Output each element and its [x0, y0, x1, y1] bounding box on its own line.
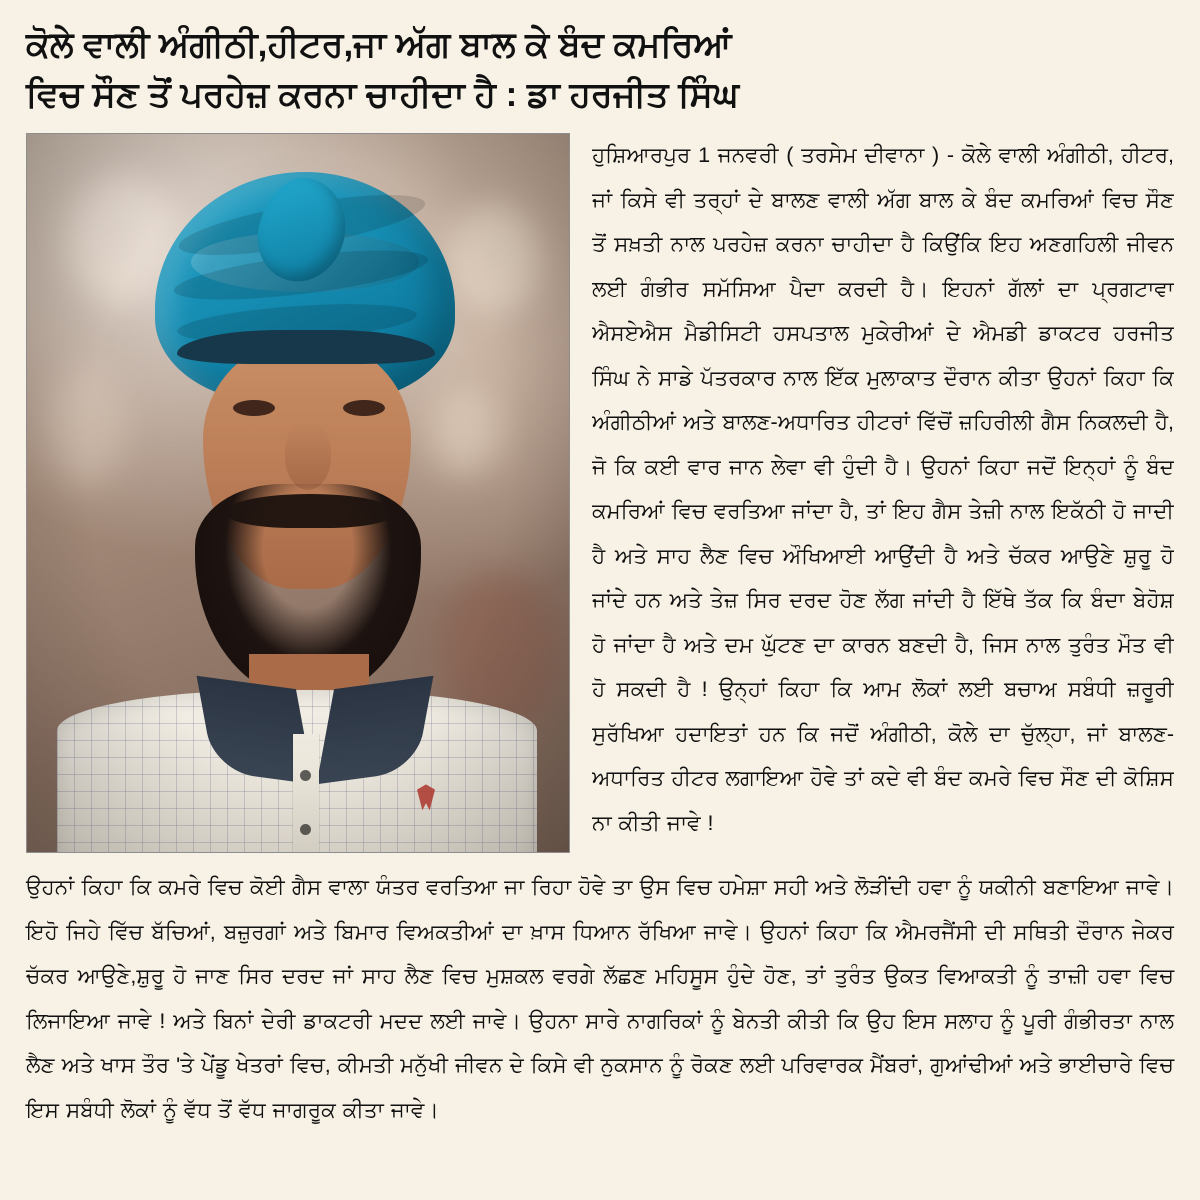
- portrait-subject: [27, 134, 569, 852]
- article-photo: [26, 133, 570, 853]
- headline-line-2: ਵਿਚ ਸੌਣ ਤੋਂ ਪਰਹੇਜ਼ ਕਰਨਾ ਚਾਹੀਦਾ ਹੈ : ਡਾ ਹਰਜੀਤ ਸਿੰਘ: [26, 74, 739, 114]
- page-title: [26, 20, 1174, 119]
- article-top-section: [26, 133, 1174, 853]
- headline-line-1: ਕੋਲੇ ਵਾਲੀ ਅੰਗੀਠੀ,ਹੀਟਰ,ਜਾ ਅੱਗ ਬਾਲ ਕੇ ਬੰਦ ਕਮਰਿਆਂ: [26, 25, 732, 64]
- body-paragraph: ਉਹਨਾਂ ਕਿਹਾ ਕਿ ਕਮਰੇ ਵਿਚ ਕੋਈ ਗੈਸ ਵਾਲਾ ਯੰਤਰ ਵਰਤਿਆ ਜਾ ਰਿਹਾ ਹੋਵੇ ਤਾ ਉਸ ਵਿਚ ਹਮੇਸ਼ਾ ਸਹੀ ਅਤੇ ਲੋੜੀਂਦੀ ਹਵਾ ਨੂੰ ਯਕੀਨੀ ਬਣਾਇਆ ਜਾਵੇ। ਇਹੋ ਜਿਹੇ ਵਿੱਚ ਬੱਚਿਆਂ, ਬਜ਼ੁਰਗਾਂ ਅਤੇ ਬਿਮਾਰ ਵਿਅਕਤੀਆਂ ਦਾ ਖ਼ਾਸ ਧਿਆਨ ਰੱਖਿਆ ਜਾਵੇ। ਉਹਨਾਂ ਕਿਹਾ ਕਿ ਐਮਰਜੈਂਸੀ ਦੀ ਸਥਿਤੀ ਦੌਰਾਨ ਜੇਕਰ ਚੱਕਰ ਆਉਣੇ,ਸ਼ੁਰੂ ਹੋ ਜਾਣ ਸਿਰ ਦਰਦ ਜਾਂ ਸਾਹ ਲੈਣ ਵਿਚ ਮੁਸ਼ਕਲ ਵਰਗੇ ਲੱਛਣ ਮਹਿਸੂਸ ਹੁੰਦੇ ਹੋਣ, ਤਾਂ ਤੁਰੰਤ ਉਕਤ ਵਿਆਕਤੀ ਨੂੰ ਤਾਜ਼ੀ ਹਵਾ ਵਿਚ ਲਿਜਾਇਆ ਜਾਵੇ ! ਅਤੇ ਬਿਨਾਂ ਦੇਰੀ ਡਾਕਟਰੀ ਮਦਦ ਲਈ ਜਾਵੇ। ਉਹਨਾ ਸਾਰੇ ਨਾਗਰਿਕਾਂ ਨੂੰ ਬੇਨਤੀ ਕੀਤੀ ਕਿ ਉਹ ਇਸ ਸਲਾਹ ਨੂੰ ਪੂਰੀ ਗੰਭੀਰਤਾ ਨਾਲ ਲੈਣ ਅਤੇ ਖਾਸ ਤੌਰ 'ਤੇ ਪੇਂਡੂ ਖੇਤਰਾਂ ਵਿਚ, ਕੀਮਤੀ ਮਨੁੱਖੀ ਜੀਵਨ ਦੇ ਕਿਸੇ ਵੀ ਨੁਕਸਾਨ ਨੂੰ ਰੋਕਣ ਲਈ ਪਰਿਵਾਰਕ ਮੈਂਬਰਾਂ, ਗੁਆਂਢੀਆਂ ਅਤੇ ਭਾਈਚਾਰੇ ਵਿਚ ਇਸ ਸਬੰਧੀ ਲੋਕਾਂ ਨੂੰ ਵੱਧ ਤੋਂ ਵੱਧ ਜਾਗਰੂਕ ਕੀਤਾ ਜਾਵੇ।: [26, 875, 1174, 1122]
- lead-paragraph: ਹੁਸ਼ਿਆਰਪੁਰ 1 ਜਨਵਰੀ ( ਤਰਸੇਮ ਦੀਵਾਨਾ ) - ਕੋਲੇ ਵਾਲੀ ਅੰਗੀਠੀ, ਹੀਟਰ, ਜਾਂ ਕਿਸੇ ਵੀ ਤਰ੍ਹਾਂ ਦੇ ਬਾਲਣ ਵਾਲੀ ਅੱਗ ਬਾਲ ਕੇ ਬੰਦ ਕਮਰਿਆਂ ਵਿਚ ਸੌਣ ਤੋਂ ਸਖ਼ਤੀ ਨਾਲ ਪਰਹੇਜ਼ ਕਰਨਾ ਚਾਹੀਦਾ ਹੈ ਕਿਉਂਕਿ ਇਹ ਅਣਗਹਿਲੀ ਜੀਵਨ ਲਈ ਗੰਭੀਰ ਸਮੱਸਿਆ ਪੈਦਾ ਕਰਦੀ ਹੈ। ਇਹਨਾਂ ਗੱਲਾਂ ਦਾ ਪ੍ਰਗਟਾਵਾ ਐਸਏਐਸ ਮੈਡੀਸਿਟੀ ਹਸਪਤਾਲ ਮੁਕੇਰੀਆਂ ਦੇ ਐਮਡੀ ਡਾਕਟਰ ਹਰਜੀਤ ਸਿੰਘ ਨੇ ਸਾਡੇ ਪੱਤਰਕਾਰ ਨਾਲ ਇੱਕ ਮੁਲਾਕਾਤ ਦੌਰਾਨ ਕੀਤਾ ਉਹਨਾਂ ਕਿਹਾ ਕਿ ਅੰਗੀਠੀਆਂ ਅਤੇ ਬਾਲਣ-ਅਧਾਰਿਤ ਹੀਟਰਾਂ ਵਿੱਚੋਂ ਜ਼ਹਿਰੀਲੀ ਗੈਸ ਨਿਕਲਦੀ ਹੈ, ਜੋ ਕਿ ਕਈ ਵਾਰ ਜਾਨ ਲੇਵਾ ਵੀ ਹੁੰਦੀ ਹੈ। ਉਹਨਾਂ ਕਿਹਾ ਜਦੋਂ ਇਨ੍ਹਾਂ ਨੂੰ ਬੰਦ ਕਮਰਿਆਂ ਵਿਚ ਵਰਤਿਆ ਜਾਂਦਾ ਹੈ, ਤਾਂ ਇਹ ਗੈਸ ਤੇਜ਼ੀ ਨਾਲ ਇਕੱਠੀ ਹੋ ਜਾਦੀ ਹੈ ਅਤੇ ਸਾਹ ਲੈਣ ਵਿਚ ਔਖਿਆਈ ਆਉਂਦੀ ਹੈ ਅਤੇ ਚੱਕਰ ਆਉਣੇ ਸ਼ੁਰੂ ਹੋ ਜਾਂਦੇ ਹਨ ਅਤੇ ਤੇਜ਼ ਸਿਰ ਦਰਦ ਹੋਣ ਲੱਗ ਜਾਂਦੀ ਹੈ ਇੱਥੇ ਤੱਕ ਕਿ ਬੰਦਾ ਬੇਹੋਸ਼ ਹੋ ਜਾਂਦਾ ਹੈ ਅਤੇ ਦਮ ਘੁੱਟਣ ਦਾ ਕਾਰਨ ਬਣਦੀ ਹੈ, ਜਿਸ ਨਾਲ ਤੁਰੰਤ ਮੌਤ ਵੀ ਹੋ ਸਕਦੀ ਹੈ ! ਉਨ੍ਹਾਂ ਕਿਹਾ ਕਿ ਆਮ ਲੋਕਾਂ ਲਈ ਬਚਾਅ ਸਬੰਧੀ ਜ਼ਰੂਰੀ ਸੁਰੱਖਿਆ ਹਦਾਇਤਾਂ ਹਨ ਕਿ ਜਦੋਂ ਅੰਗੀਠੀ, ਕੋਲੇ ਦਾ ਚੁੱਲ੍ਹਾ, ਜਾਂ ਬਾਲਣ-ਅਧਾਰਿਤ ਹੀਟਰ ਲਗਾਇਆ ਹੋਵੇ ਤਾਂ ਕਦੇ ਵੀ ਬੰਦ ਕਮਰੇ ਵਿਚ ਸੌਣ ਦੀ ਕੋਸ਼ਿਸ ਨਾ ਕੀਤੀ ਜਾਵੇ !: [592, 143, 1174, 835]
- turban-brow-band: [177, 330, 435, 364]
- nose: [285, 424, 331, 490]
- photo-canvas: [27, 134, 569, 852]
